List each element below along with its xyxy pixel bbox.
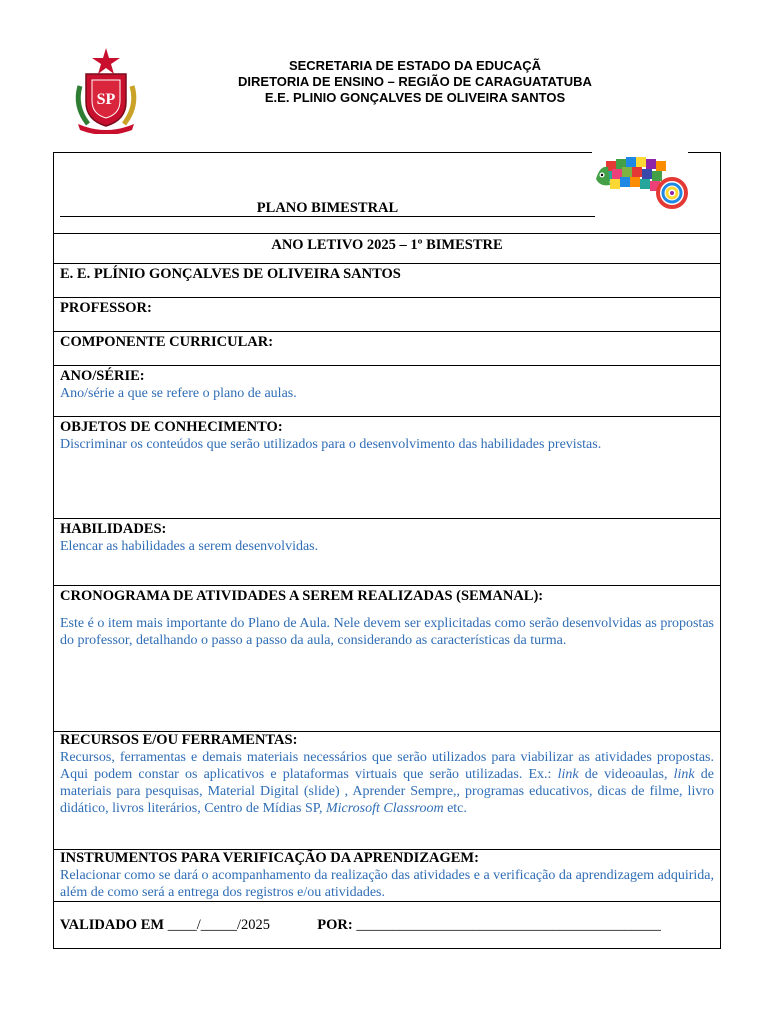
recursos-microsoft-classroom: Microsoft Classroom — [325, 801, 444, 816]
seal-initials: SP — [96, 91, 116, 108]
recursos-text-1: Recursos, ferramentas e demais materiais necessários que serão utilizados para viabilizar as atividades propostas. Aqui podem constar os aplicativos e plataformas virtuais que serão utilizadas. Ex.: — [60, 750, 714, 782]
ano-label: ANO/SÉRIE: — [60, 368, 145, 384]
instrumentos-description: Relacionar como se dará o acompanhamento da realização das atividades e a verificação da aprendizagem adquirida, além de como será a entrega dos registros e/ou atividades. — [60, 868, 714, 900]
school-label: E. E. PLÍNIO GONÇALVES DE OLIVEIRA SANTOS — [60, 266, 401, 282]
cronograma-description: Este é o item mais importante do Plano de Aula. Nele devem ser explicitadas como serão desenvolvidas as propostas do professor, detalhando o passo a passo da aula, considerando as características da turma. — [60, 616, 714, 648]
validado-date: ____/_____/2025 — [167, 917, 271, 933]
header-line-2: DIRETORIA DE ENSINO – REGIÃO DE CARAGUATATUBA — [238, 74, 592, 89]
year-label: ANO LETIVO 2025 – 1º BIMESTRE — [271, 237, 503, 253]
sao-paulo-coat-of-arms — [70, 46, 142, 134]
header-line-1: SECRETARIA DE ESTADO DA EDUCAÇÃ — [288, 58, 542, 73]
instrumentos-label: INSTRUMENTOS PARA VERIFICAÇÃO DA APRENDIZAGEM: — [60, 850, 479, 866]
plan-title: PLANO BIMESTRAL — [60, 200, 595, 217]
professor-row — [54, 297, 720, 331]
year-row — [54, 233, 720, 263]
habilidades-label: HABILIDADES: — [60, 521, 167, 537]
validado-row — [54, 901, 720, 949]
recursos-link-1: link — [557, 767, 579, 782]
recursos-text-3: de materiais para pesquisas, Material Digital (slide) , Aprender Sempre,, programas educativos, dicas de filme, livro didático, livros literários, Centro de Mídias SP, — [60, 767, 714, 816]
componente-label: COMPONENTE CURRICULAR: — [60, 334, 274, 350]
objetos-row — [54, 416, 720, 518]
header-text — [150, 58, 680, 106]
objetos-description: Discriminar os conteúdos que serão utilizados para o desenvolvimento das habilidades previstas. — [60, 437, 602, 452]
recursos-text-2: de videoaulas, — [578, 767, 674, 782]
cronograma-label: CRONOGRAMA DE ATIVIDADES A SEREM REALIZADAS (SEMANAL): — [60, 588, 544, 604]
recursos-text-4: etc. — [443, 801, 467, 816]
plan-table — [53, 152, 721, 949]
por-line: __________________________________________ — [356, 917, 661, 933]
professor-label: PROFESSOR: — [60, 300, 152, 316]
chameleon-logo — [592, 153, 688, 215]
recursos-row — [54, 731, 720, 849]
validado-label: VALIDADO EM — [60, 917, 165, 933]
cronograma-row — [54, 585, 720, 731]
habilidades-description: Elencar as habilidades a serem desenvolvidas. — [60, 539, 319, 554]
recursos-label: RECURSOS E/OU FERRAMENTAS: — [60, 732, 298, 748]
recursos-description — [60, 749, 714, 817]
componente-row — [54, 331, 720, 365]
objetos-label: OBJETOS DE CONHECIMENTO: — [60, 419, 283, 435]
por-label: POR: — [317, 917, 353, 933]
ano-description: Ano/série a que se refere o plano de aulas. — [60, 386, 297, 401]
header-line-3: E.E. PLINIO GONÇALVES DE OLIVEIRA SANTOS — [264, 90, 566, 105]
habilidades-row — [54, 518, 720, 585]
school-row — [54, 263, 720, 297]
recursos-link-2: link — [673, 767, 695, 782]
instrumentos-row — [54, 849, 720, 901]
document-header — [0, 0, 768, 140]
ano-row — [54, 365, 720, 416]
